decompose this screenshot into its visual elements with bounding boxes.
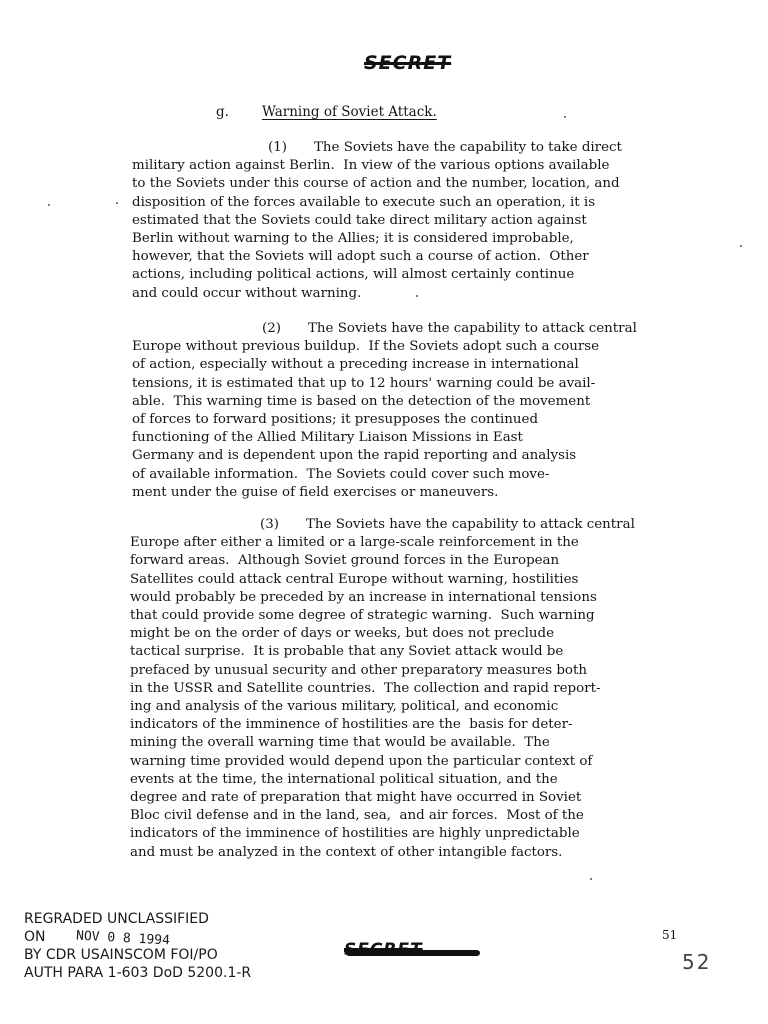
paragraph-number: (1) xyxy=(268,140,287,155)
paragraph-line: mining the overall warning time that would be available. The xyxy=(130,735,550,751)
paragraph-line: ing and analysis of the various military, political, and economic xyxy=(130,699,559,715)
paragraph-line: ment under the guise of field exercises or maneuvers. xyxy=(132,484,499,500)
scan-speck xyxy=(564,116,566,118)
paragraph-line: of available information. The Soviets could cover such move- xyxy=(132,466,550,482)
paragraph-line: might be on the order of days or weeks, but does not preclude xyxy=(130,626,555,642)
paragraph-line: Berlin without warning to the Allies; it is considered improbable, xyxy=(132,231,574,247)
paragraph-line: events at the time, the international political situation, and the xyxy=(130,771,558,787)
paragraph-line: actions, including political actions, will almost certainly continue xyxy=(132,267,575,283)
paragraph-line: Germany and is dependent upon the rapid reporting and analysis xyxy=(132,448,577,464)
paragraph-line: however, that the Soviets will adopt such a course of action. Other xyxy=(132,249,589,265)
paragraph-line: tactical surprise. It is probable that any Soviet attack would be xyxy=(130,644,564,660)
paragraph-number: (3) xyxy=(260,517,279,532)
paragraph-line: that could provide some degree of strategic warning. Such warning xyxy=(130,608,595,624)
classification-stamp-top: SECRET xyxy=(364,52,452,74)
paragraph-line: and could occur without warning. xyxy=(132,285,362,301)
scan-speck xyxy=(416,295,418,297)
paragraph-line: to the Soviets under this course of action and the number, location, and xyxy=(132,176,620,192)
paragraph-line: able. This warning time is based on the detection of the movement xyxy=(132,393,591,409)
paragraph-line: (1) The Soviets have the capability to take direct xyxy=(132,139,622,157)
scan-speck xyxy=(48,204,50,206)
paragraph-line: disposition of the forces available to execute such an operation, it is xyxy=(132,194,596,210)
regraded-date: NOV 0 8 1994 xyxy=(75,928,171,949)
regraded-line-2: ON xyxy=(24,929,46,945)
paragraph-line: indicators of the imminence of hostilities are the basis for deter- xyxy=(130,717,573,733)
scan-speck xyxy=(590,878,592,880)
paragraph-line: tensions, it is estimated that up to 12 hours' warning could be avail- xyxy=(132,375,596,391)
paragraph-line: Bloc civil defense and in the land, sea, and air forces. Most of the xyxy=(130,808,584,824)
paragraph-line: Europe after either a limited or a large-scale reinforcement in the xyxy=(130,535,579,551)
paragraph-line: (2) The Soviets have the capability to attack central xyxy=(132,320,637,338)
paragraph-line: (3) The Soviets have the capability to attack central xyxy=(130,516,635,534)
paragraph-line: indicators of the imminence of hostilities are highly unpredictable xyxy=(130,826,580,842)
paragraph-line: of action, especially without a preceding increase in international xyxy=(132,357,579,373)
paragraph-line: prefaced by unusual security and other preparatory measures both xyxy=(130,662,587,678)
scan-speck xyxy=(116,202,118,204)
paragraph-line: and must be analyzed in the context of other intangible factors. xyxy=(130,844,563,860)
regraded-line-4: AUTH PARA 1-603 DoD 5200.1-R xyxy=(24,965,252,981)
paragraph-1 xyxy=(132,139,622,303)
paragraph-line: in the USSR and Satellite countries. The collection and rapid report- xyxy=(130,680,601,696)
section-title: Warning of Soviet Attack. xyxy=(262,104,437,120)
sheet-number: 52 xyxy=(682,950,712,974)
paragraph-line: military action against Berlin. In view of the various options available xyxy=(132,158,610,174)
paragraph-number: (2) xyxy=(262,321,281,336)
paragraph-line: functioning of the Allied Military Liaison Missions in East xyxy=(132,430,523,446)
section-letter: g. xyxy=(216,104,229,120)
paragraph-line: Europe without previous buildup. If the Soviets adopt such a course xyxy=(132,339,600,355)
paragraph-line: of forces to forward positions; it presupposes the continued xyxy=(132,412,539,428)
paragraph-line: Satellites could attack central Europe without warning, hostilities xyxy=(130,571,579,587)
paragraph-3 xyxy=(130,516,635,862)
paragraph-line: warning time provided would depend upon the particular context of xyxy=(130,753,593,769)
regraded-line-3: BY CDR USAINSCOM FOI/PO xyxy=(24,947,218,963)
paragraph-line: degree and rate of preparation that might have occurred in Soviet xyxy=(130,790,582,806)
paragraph-2 xyxy=(132,320,637,502)
page-number: 51 xyxy=(662,928,678,942)
classification-stamp-bottom: SECRET xyxy=(344,940,423,960)
paragraph-line: would probably be preceded by an increase in international tensions xyxy=(130,589,597,605)
regraded-line-1: REGRADED UNCLASSIFIED xyxy=(24,911,209,927)
paragraph-line: estimated that the Soviets could take direct military action against xyxy=(132,212,587,228)
scan-speck xyxy=(740,245,742,247)
paragraph-line: forward areas. Although Soviet ground forces in the European xyxy=(130,553,560,569)
